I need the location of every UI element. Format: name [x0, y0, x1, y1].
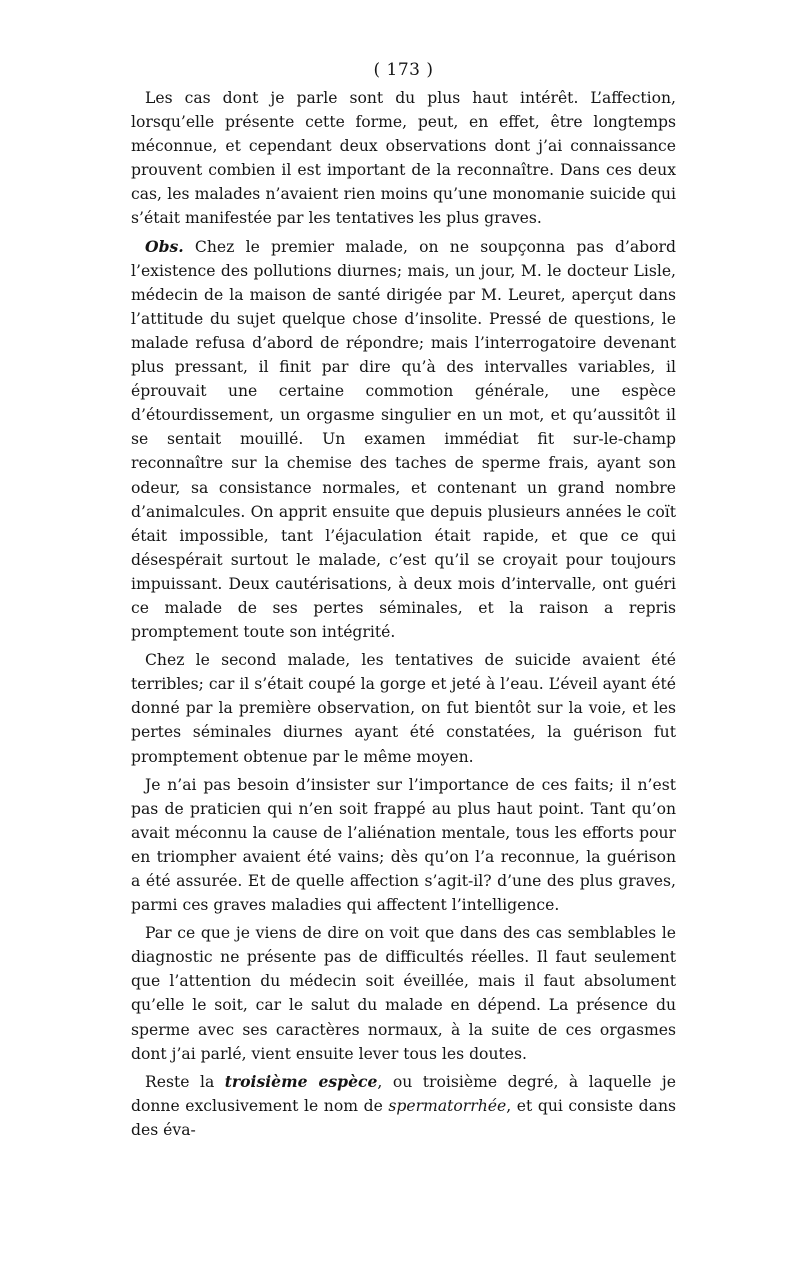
paragraph-text: , et qui consiste dans des éva- — [131, 1096, 676, 1139]
book-page — [131, 58, 676, 1142]
paragraph — [131, 86, 676, 231]
paragraph — [131, 1070, 676, 1142]
paragraph-text: , ou troisième degré, à laquelle je donne exclusivement le nom de — [131, 1072, 676, 1115]
paragraph-text: Les cas dont je parle sont du plus haut intérêt. L’affection, lorsqu’elle présente cette forme, peut, en effet, être longtemps méconnue, et cependant deux observations dont j’ai connaissance prouvent combien il est important de la reconnaître. Dans ces deux cas, les malades n’avaient rien moins qu’une monomanie suicide qui s’était manifestée par les tentatives les plus graves. — [131, 89, 676, 228]
body-text — [131, 86, 676, 1142]
page-number: ( 173 ) — [373, 60, 434, 80]
paragraph — [131, 648, 676, 768]
paragraph — [131, 773, 676, 918]
paragraph-text: Reste la — [145, 1072, 225, 1091]
paragraph — [131, 235, 676, 645]
italic-term: spermatorrhée — [388, 1096, 507, 1115]
paragraph-text: Chez le second malade, les tentatives de suicide avaient été terribles; car il s’était coupé la gorge et jeté à l’eau. L’éveil ayant été donné par la première observation, on fut bientôt sur la voie, et les pertes séminales diurnes ayant été constatées, la guérison fut promptement obtenue par le même moyen. — [131, 651, 676, 766]
paragraph — [131, 921, 676, 1066]
paragraph-text: Chez le premier malade, on ne soupçonna pas d’abord l’existence des pollutions diurnes; mais, un jour, M. le docteur Lisle, médecin de la maison de santé dirigée par M. Leuret, aperçut dans l’attitude du sujet quelque chose d’insolite. Pressé de questions, le malade refusa d’abord de répondre; mais l’interrogatoire devenant plus pressant, il finit par dire qu’à des intervalles variables, il éprouvait une certaine commotion générale, une espèce d’étourdissement, un orgasme singulier en un mot, et qu’aussitôt il se sentait mouillé. Un examen immédiat fit sur-le-champ reconnaître sur la chemise des taches de sperme frais, ayant son odeur, sa consistance normales, et contenant un grand nombre d’animalcules. On apprit ensuite que depuis plusieurs années le coït était impossible, tant l’éjaculation était rapide, et que ce qui désespérait surtout le malade, c’est qu’il se croyait pour toujours impuissant. Deux cautérisations, à deux mois d’intervalle, ont guéri ce malade de ses pertes séminales, et la raison a repris promptement toute son intégrité. — [131, 237, 676, 642]
emphasized-text: troisième espèce — [224, 1071, 378, 1091]
emphasized-text: Obs. — [145, 236, 184, 256]
paragraph-text: Par ce que je viens de dire on voit que dans des cas semblables le diagnostic ne présente pas de difficultés réelles. Il faut seulement que l’attention du médecin soit éveillée, mais il faut absolument qu’elle le soit, car le salut du malade en dépend. La présence du sperme avec ses caractères normaux, à la suite de ces orgasmes dont j’ai parlé, vient ensuite lever tous les doutes. — [131, 924, 676, 1063]
paragraph-text: Je n’ai pas besoin d’insister sur l’importance de ces faits; il n’est pas de praticien qui n’en soit frappé au plus haut point. Tant qu’on avait méconnu la cause de l’aliénation mentale, tous les efforts pour en triompher avaient été vains; dès qu’on l’a reconnue, la guérison a été assurée. Et de quelle affection s’agit-il? d’une des plus graves, parmi ces graves maladies qui affectent l’intelligence. — [131, 775, 676, 915]
